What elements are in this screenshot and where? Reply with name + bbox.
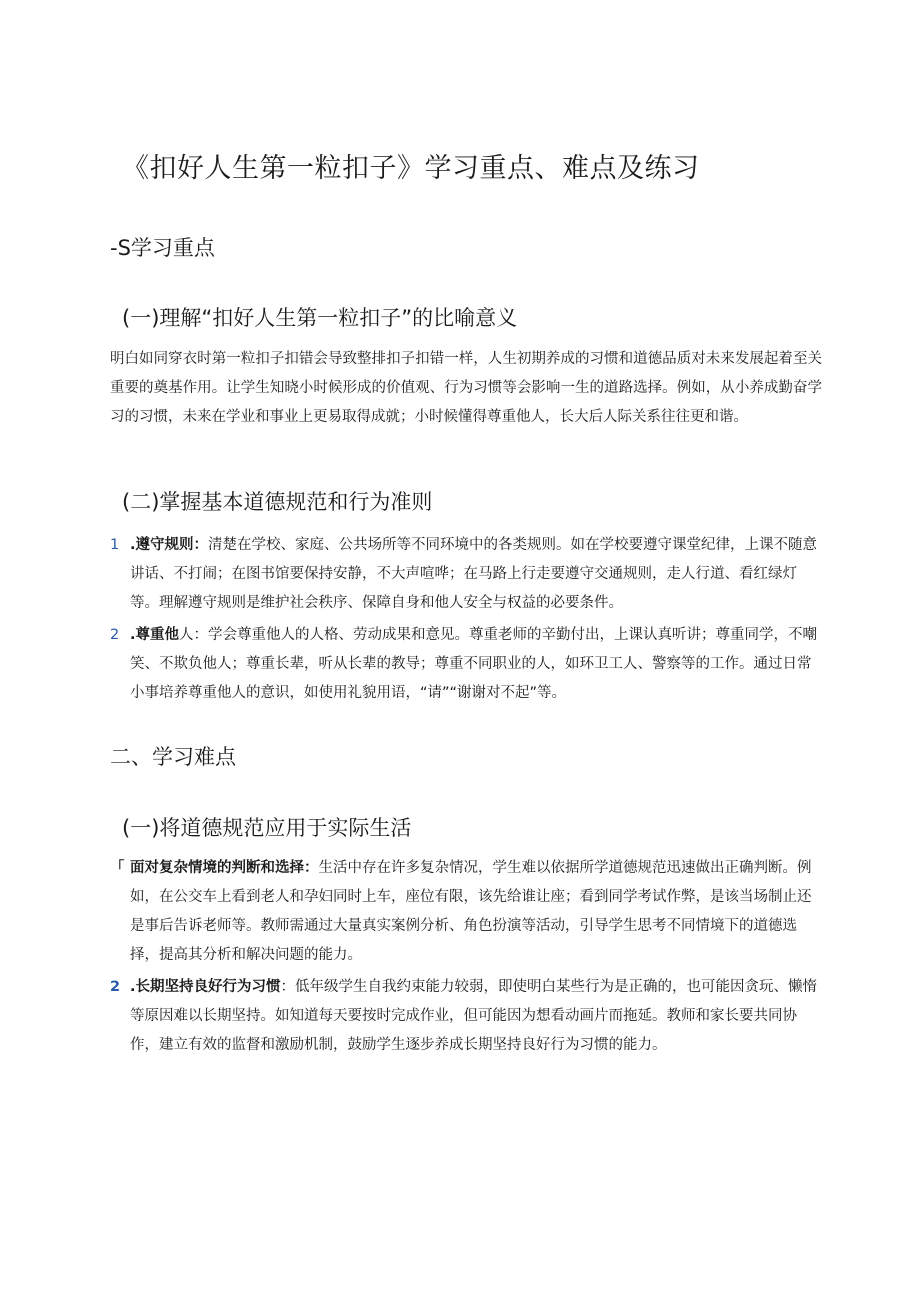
list-item-text: 生活中存在许多复杂情况，学生难以依据所学道德规范迅速做出正确判断。例如，在公交车上看到老人和孕妇同时上车，座位有限，该先给谁让座；看到同学考试作弊，是该当场制止还是事后告诉老师等。教师需通过大量真实案例分析、角色扮演等活动，引导学生思考不同情境下的道德选择，提高其分析和解决问题的能力。 <box>130 860 812 963</box>
list-item-long-term-habits <box>110 973 822 1060</box>
subsection-heading-apply-norms: (一)将道德规范应用于实际生活 <box>122 816 412 840</box>
list-item-lead: .尊重他 <box>130 627 180 643</box>
list-item-complex-situations <box>110 854 822 970</box>
list-number: 2 <box>110 627 120 643</box>
section-heading-key-points: -S学习重点 <box>110 236 215 260</box>
list-item-lead: .长期坚持良好行为习惯 <box>130 979 281 995</box>
subsection-heading-metaphor: (一)理解“扣好人生第一粒扣子”的比喻意义 <box>122 306 518 330</box>
list-item-text: 清楚在学校、家庭、公共场所等不同环境中的各类规则。如在学校要遵守课堂纪律，上课不随意讲话、不打闹；在图书馆要保持安静，不大声喧哗；在马路上行走要遵守交通规则，走人行道、看红绿灯等。理解遵守规则是维护社会秩序、保障自身和他人安全与权益的必要条件。 <box>130 537 818 611</box>
list-item-follow-rules <box>110 531 822 618</box>
subsection-heading-norms: (二)掌握基本道德规范和行为准则 <box>122 490 433 514</box>
list-item-lead: .遵守规则： <box>130 537 209 553</box>
list-item-respect-others <box>110 621 822 708</box>
document-title: 《扣好人生第一粒扣子》学习重点、难点及练习 <box>122 153 700 184</box>
section-heading-difficulties: 二、学习难点 <box>110 745 236 769</box>
list-item-text: 人：学会尊重他人的人格、劳动成果和意见。尊重老师的辛勤付出，上课认真听讲；尊重同学，不嘲笑、不欺负他人；尊重长辈，听从长辈的教导；尊重不同职业的人，如环卫工人、警察等的工作。通过日常小事培养尊重他人的意识，如使用礼貌用语，“请”“谢谢对不起”等。 <box>130 627 818 701</box>
list-item-lead: 面对复杂情境的判断和选择： <box>130 860 319 876</box>
paragraph-metaphor: 明白如同穿衣时第一粒扣子扣错会导致整排扣子扣错一样，人生初期养成的习惯和道德品质对未来发展起着至关重要的奠基作用。让学生知晓小时候形成的价值观、行为习惯等会影响一生的道路选择。例如，从小养成勤奋学习的习惯，未来在学业和事业上更易取得成就；小时候懂得尊重他人，长大后人际关系往往更和谐。 <box>110 351 822 425</box>
list-number: 1 <box>110 537 120 553</box>
list-item-text: ：低年级学生自我约束能力较弱，即使明白某些行为是正确的，也可能因贪玩、懒惰等原因难以长期坚持。如知道每天要按时完成作业，但可能因为想看动画片而拖延。教师和家长要共同协作，建立有效的监督和激励机制，鼓励学生逐步养成长期坚持良好行为习惯的能力。 <box>130 979 818 1053</box>
list-number: 2 <box>110 979 121 995</box>
list-number: 「 <box>110 860 125 876</box>
